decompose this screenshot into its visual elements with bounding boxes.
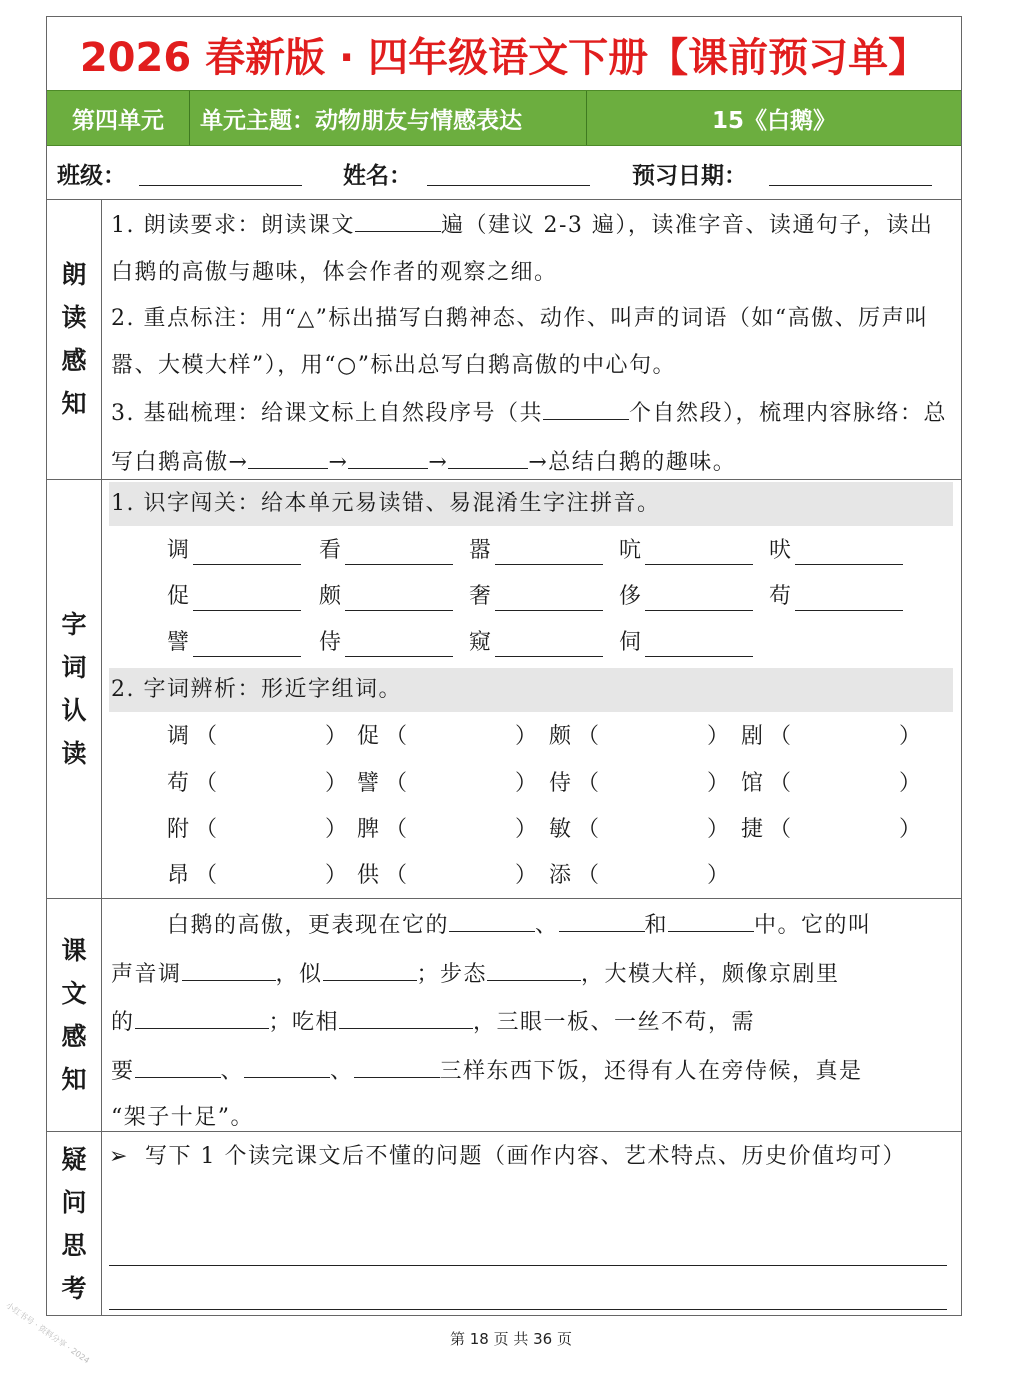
close-paren: ）: [325, 724, 348, 749]
compare-char: 苟: [167, 771, 190, 796]
compare-char: 譬: [357, 771, 380, 796]
pinyin-blank[interactable]: [345, 656, 453, 657]
pinyin-blank[interactable]: [495, 610, 603, 611]
cloze-blank[interactable]: [339, 998, 473, 1029]
unit-theme: 单元主题：动物朋友与情感表达: [190, 91, 587, 145]
compare-answer-field[interactable]: [409, 861, 509, 891]
compare-char: 脾: [357, 817, 380, 842]
close-paren: ）: [899, 817, 922, 842]
section-question: [47, 1132, 961, 1316]
open-paren: （: [385, 817, 408, 842]
pinyin-blank[interactable]: [193, 564, 301, 565]
reading-text: 1. 朗读要求：朗读课文 遍（建议 2-3 遍），读准字音、读通句子，读出白鹅的高傲与趣味，体会作者的观察之细。 2. 重点标注：用“△”标出描写白鹅神态、动作、叫声的词语（如“高傲、厉声叫嚣、大模大样”），用“○”标出总写白鹅高傲的中心句。 3. 基础梳理：给课文标上自然段序号（共 个自然段），梳理内容脉络：总写白鹅高傲→ → → →总结白鹅的趣味。: [111, 201, 951, 486]
open-paren: （: [195, 863, 218, 888]
compare-answer-field[interactable]: [219, 769, 319, 799]
date-field[interactable]: [769, 185, 932, 186]
open-paren: （: [385, 771, 408, 796]
pinyin-char: 促: [167, 584, 190, 609]
answer-line[interactable]: [109, 1265, 947, 1266]
compare-answer-field[interactable]: [793, 722, 893, 752]
pinyin-char: 譬: [167, 630, 190, 655]
compare-answer-field[interactable]: [793, 815, 893, 845]
page-title: 2026 春新版 · 四年级语文下册【课前预习单】: [79, 34, 929, 81]
compare-answer-field[interactable]: [601, 722, 701, 752]
compare-answer-field[interactable]: [219, 815, 319, 845]
outline-blank-2[interactable]: [348, 438, 428, 469]
compare-answer-field[interactable]: [601, 769, 701, 799]
open-paren: （: [385, 863, 408, 888]
section-text: [47, 899, 961, 1132]
open-paren: （: [769, 817, 792, 842]
compare-answer-field[interactable]: [793, 769, 893, 799]
compare-char: 昂: [167, 863, 190, 888]
close-paren: ）: [707, 724, 730, 749]
compare-char: 馆: [741, 771, 764, 796]
cloze-blank[interactable]: [449, 901, 535, 932]
pinyin-blank[interactable]: [795, 564, 903, 565]
pinyin-blank[interactable]: [345, 610, 453, 611]
compare-answer-field[interactable]: [409, 815, 509, 845]
pinyin-char: 看: [319, 538, 342, 563]
open-paren: （: [195, 817, 218, 842]
pinyin-blank[interactable]: [193, 656, 301, 657]
compare-answer-field[interactable]: [409, 769, 509, 799]
compare-answer-field[interactable]: [601, 861, 701, 891]
class-label: 班级：: [57, 163, 126, 189]
compare-char: 剧: [741, 724, 764, 749]
compare-char: 敏: [549, 817, 572, 842]
compare-answer-field[interactable]: [219, 861, 319, 891]
pinyin-char: 苟: [769, 584, 792, 609]
close-paren: ）: [707, 817, 730, 842]
open-paren: （: [769, 771, 792, 796]
section-words-label: 字 词 认 读: [47, 480, 102, 898]
compare-char: 捷: [741, 817, 764, 842]
pinyin-blank[interactable]: [645, 564, 753, 565]
open-paren: （: [577, 863, 600, 888]
cloze-blank[interactable]: [487, 950, 581, 981]
close-paren: ）: [899, 771, 922, 796]
cloze-blank[interactable]: [244, 1047, 330, 1078]
watermark: 小红书号 · 资料分享 · 2024: [4, 1300, 92, 1366]
cloze-blank[interactable]: [559, 901, 645, 932]
paragraph-count-blank[interactable]: [543, 389, 629, 420]
section-reading: [47, 199, 961, 480]
cloze-blank[interactable]: [135, 998, 269, 1029]
open-paren: （: [577, 724, 600, 749]
unit-label: 第四单元: [47, 91, 190, 145]
compare-answer-field[interactable]: [219, 722, 319, 752]
section-reading-label: 朗 读 感 知: [47, 199, 102, 479]
close-paren: ）: [707, 771, 730, 796]
class-field[interactable]: [139, 185, 302, 186]
answer-line[interactable]: [109, 1309, 947, 1310]
compare-answer-field[interactable]: [409, 722, 509, 752]
section-words: [47, 480, 961, 899]
date-label: 预习日期：: [632, 163, 747, 189]
pinyin-char: 侈: [619, 584, 642, 609]
pinyin-char: 颇: [319, 584, 342, 609]
open-paren: （: [769, 724, 792, 749]
q1-text: 1. 识字闯关：给本单元易读错、易混淆生字注拼音。: [111, 491, 661, 516]
pinyin-char: 伺: [619, 630, 642, 655]
cloze-blank[interactable]: [668, 901, 754, 932]
pinyin-char: 吠: [769, 538, 792, 563]
pinyin-blank[interactable]: [495, 656, 603, 657]
name-field[interactable]: [427, 185, 590, 186]
compare-char: 附: [167, 817, 190, 842]
cloze-text: 白鹅的高傲，更表现在它的 、 和 中。它的叫 声音调 ，似 ；步态 ，大模大样，颇像京剧里 的 ；吃相 ，三眼一板、一丝不苟，需 要 、 、 三样东西下饭，还得有人在旁侍候，真是 “架子十足”。: [111, 901, 951, 1142]
pinyin-blank[interactable]: [495, 564, 603, 565]
close-paren: ）: [515, 724, 538, 749]
name-label: 姓名：: [343, 163, 412, 189]
cloze-blank[interactable]: [182, 950, 276, 981]
open-paren: （: [577, 771, 600, 796]
pinyin-blank[interactable]: [645, 656, 753, 657]
pinyin-char: 窥: [469, 630, 492, 655]
page-number: 第 18 页 共 36 页: [449, 1330, 572, 1348]
compare-char: 供: [357, 863, 380, 888]
pinyin-char: 调: [167, 538, 190, 563]
close-paren: ）: [899, 724, 922, 749]
open-paren: （: [577, 817, 600, 842]
header-bar: [47, 90, 961, 146]
read-times-blank[interactable]: [355, 201, 441, 232]
pinyin-char: 嚣: [469, 538, 492, 563]
compare-char: 颇: [549, 724, 572, 749]
close-paren: ）: [325, 863, 348, 888]
open-paren: （: [195, 771, 218, 796]
outline-blank-3[interactable]: [448, 438, 528, 469]
cloze-blank[interactable]: [354, 1047, 440, 1078]
close-paren: ）: [707, 863, 730, 888]
close-paren: ）: [515, 817, 538, 842]
pinyin-blank[interactable]: [795, 610, 903, 611]
close-paren: ）: [515, 863, 538, 888]
question-prompt: ➢ 写下 1 个读完课文后不懂的问题（画作内容、艺术特点、历史价值均可）: [109, 1134, 951, 1181]
bullet-arrow-icon: ➢: [109, 1144, 129, 1169]
section-text-label: 课 文 感 知: [47, 899, 102, 1131]
close-paren: ）: [515, 771, 538, 796]
section-question-label: 疑 问 思 考: [47, 1132, 102, 1316]
pinyin-blank[interactable]: [193, 610, 301, 611]
q2-text: 2. 字词辨析：形近字组词。: [111, 677, 402, 702]
compare-char: 调: [167, 724, 190, 749]
compare-char: 添: [549, 863, 572, 888]
student-info-row: [47, 145, 961, 200]
open-paren: （: [195, 724, 218, 749]
lesson-title: 15《白鹅》: [711, 107, 836, 134]
compare-answer-field[interactable]: [601, 815, 701, 845]
close-paren: ）: [325, 817, 348, 842]
compare-char: 侍: [549, 771, 572, 796]
pinyin-blank[interactable]: [345, 564, 453, 565]
pinyin-char: 奢: [469, 584, 492, 609]
pinyin-char: 侍: [319, 630, 342, 655]
cloze-blank[interactable]: [135, 1047, 221, 1078]
pinyin-char: 吭: [619, 538, 642, 563]
outline-blank-1[interactable]: [248, 438, 328, 469]
pinyin-blank[interactable]: [645, 610, 753, 611]
compare-char: 促: [357, 724, 380, 749]
cloze-blank[interactable]: [323, 950, 417, 981]
close-paren: ）: [325, 771, 348, 796]
open-paren: （: [385, 724, 408, 749]
